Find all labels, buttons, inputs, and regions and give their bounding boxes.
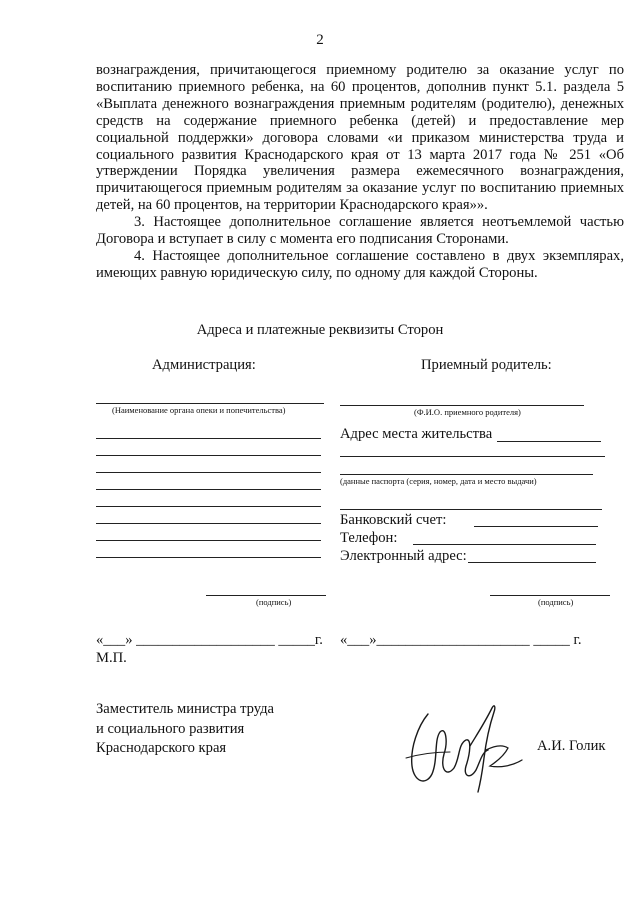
admin-line [96, 557, 321, 558]
paragraph-4: 4. Настоящее дополнительное соглашение составлено в двух экземплярах, имеющих равную юридическую силу, по одному для каждой Стороны. [96, 247, 624, 281]
paragraph-3: 3. Настоящее дополнительное соглашение является неотъемлемой частью Договора и вступает в силу с момента его подписания Сторонами. [96, 214, 624, 248]
official-name: А.И. Голик [537, 738, 606, 754]
admin-line [96, 540, 321, 541]
admin-line [96, 506, 321, 507]
bank-account-line [474, 526, 598, 527]
paragraph-2-continuation: вознаграждения, причитающегося приемному родителю за оказание услуг по воспитанию приемного ребенка, на 60 процентов, дополнив пункт 5.1. раздела 5 «Выплата денежного вознаграждения приемным родителям (родителю), денежных средств на содержание приемного ребенка (детей) и предоставление мер социальной поддержки» договора словами «и приказом министерства труда и социального развития Краснодарского края от 13 марта 2017 года № 251 «Об утверждении Порядка увеличения размера ежемесячного вознаграждения, причитающегося приемным родителям за оказание услуг по воспитанию приемных детей, на 60 процентов, на территории Краснодарского края»». [96, 62, 624, 214]
admin-line [96, 472, 321, 473]
fio-caption: (Ф.И.О. приемного родителя) [414, 407, 521, 417]
requisites-title: Адреса и платежные реквизиты Сторон [196, 322, 444, 338]
authority-name-caption: (Наименование органа опеки и попечительства) [112, 405, 286, 415]
parent-signature-line [490, 595, 610, 596]
address-line-2 [340, 456, 605, 457]
admin-line [96, 489, 321, 490]
official-position [96, 700, 274, 759]
admin-line [96, 523, 321, 524]
admin-signature-caption: (подпись) [256, 597, 292, 607]
foster-parent-title: Приемный родитель: [421, 357, 552, 373]
admin-line [96, 438, 321, 439]
admin-date: «___» ___________________ _____г. [96, 632, 323, 648]
admin-line [96, 455, 321, 456]
authority-name-line [96, 403, 324, 404]
administration-title: Администрация: [152, 357, 256, 373]
handwritten-signature [400, 696, 540, 796]
page-number: 2 [316, 32, 324, 48]
parent-signature-caption: (подпись) [538, 597, 574, 607]
admin-signature-line [206, 595, 326, 596]
email-label: Электронный адрес: [340, 548, 467, 564]
fio-line [340, 405, 584, 406]
official-position-line: и социального развития [96, 720, 245, 737]
phone-line [413, 544, 596, 545]
official-position-line: Краснодарского края [96, 740, 227, 756]
passport-line [340, 474, 593, 475]
agreement-text [96, 62, 624, 282]
stamp-mark: М.П. [96, 650, 127, 666]
official-position-line: Заместитель министра труда [96, 701, 275, 717]
bank-account-label: Банковский счет: [340, 512, 447, 528]
passport-line-2 [340, 509, 602, 510]
passport-caption: (данные паспорта (серия, номер, дата и место выдачи) [340, 476, 537, 486]
parent-date: «___»_____________________ _____ г. [340, 632, 582, 648]
phone-label: Телефон: [340, 530, 398, 546]
address-line [497, 441, 601, 442]
address-label: Адрес места жительства [340, 426, 493, 442]
email-line [468, 562, 596, 563]
